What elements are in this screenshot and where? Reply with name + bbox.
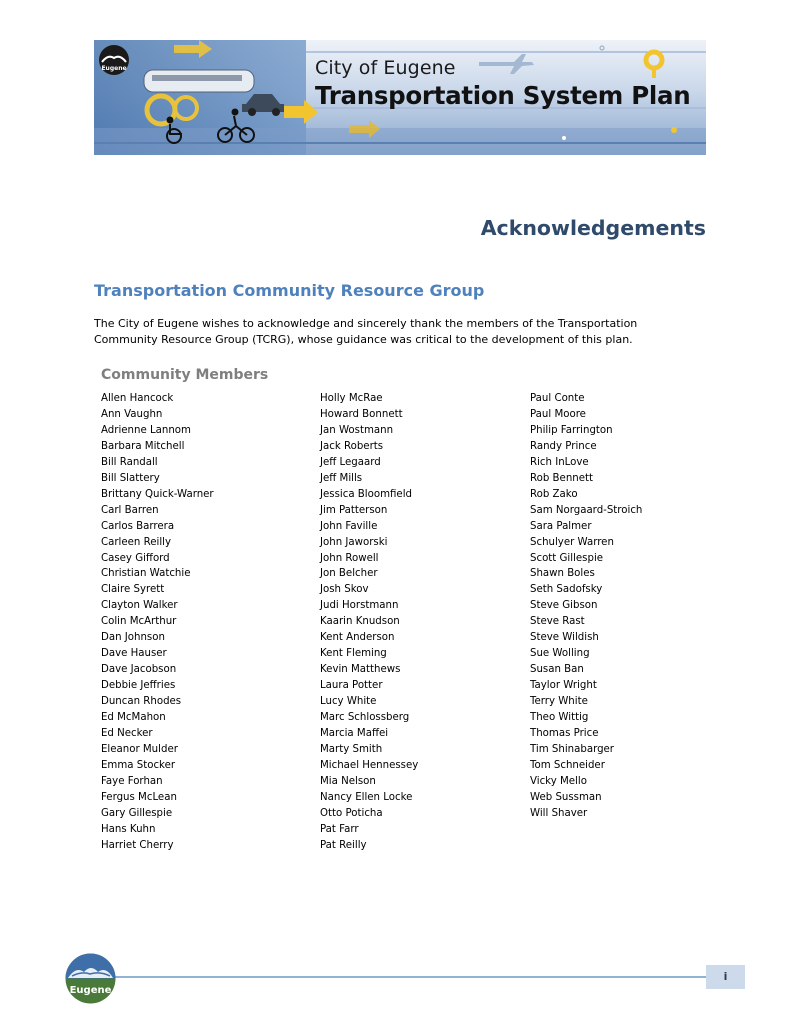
member-name: Dan Johnson [101, 632, 165, 644]
member-name: Adrienne Lannom [101, 424, 191, 436]
member-name: Carleen Reilly [101, 536, 172, 548]
member-name: Rob Bennett [530, 472, 593, 484]
member-name: Scott Gillespie [530, 552, 604, 564]
member-name: Claire Syrett [101, 584, 165, 596]
member-name: Sara Palmer [530, 520, 592, 532]
member-name: Otto Poticha [320, 807, 383, 819]
footer-logo-text: Eugene [69, 985, 112, 996]
member-name: Michael Hennessey [320, 759, 419, 771]
member-name: Ed McMahon [101, 712, 166, 724]
member-name: Sam Norgaard-Stroich [530, 504, 643, 516]
member-name: Judi Horstmann [320, 600, 399, 612]
member-name: Colin McArthur [101, 616, 177, 628]
section-heading: Transportation Community Resource Group [94, 281, 485, 300]
member-name: Ed Necker [101, 728, 153, 740]
member-name: Bill Randall [101, 456, 158, 468]
member-name: Philip Farrington [530, 424, 613, 436]
member-name: Steve Wildish [530, 632, 599, 644]
member-name: Theo Wittig [530, 712, 589, 724]
member-name: Duncan Rhodes [101, 696, 182, 708]
member-name: Kent Anderson [320, 632, 395, 644]
member-name: Tom Schneider [530, 759, 605, 771]
member-name: Hans Kuhn [101, 823, 156, 835]
member-name: Laura Potter [320, 680, 383, 692]
member-name: Shawn Boles [530, 568, 595, 580]
member-name: Dave Jacobson [101, 664, 177, 676]
member-name: Debbie Jeffries [101, 680, 176, 692]
members-column-2 [320, 391, 418, 854]
member-name: Tim Shinabarger [530, 743, 614, 755]
member-name: Thomas Price [530, 728, 599, 740]
member-name: Marty Smith [320, 743, 383, 755]
banner-logo-text: Eugene [101, 65, 127, 72]
intro-paragraph: The City of Eugene wishes to acknowledge and sincerely thank the members of the Transportation Community Resource Group (TCRG), whose guidance was critical to the development of this plan. [94, 317, 638, 346]
member-name: Casey Gifford [101, 552, 170, 564]
member-name: Holly McRae [320, 393, 383, 404]
member-name: Susan Ban [530, 664, 584, 676]
member-name: Pat Reilly [320, 839, 367, 851]
header-banner [94, 40, 706, 155]
member-name: Sue Wolling [530, 648, 590, 660]
member-name: Jan Wostmann [320, 424, 394, 436]
member-name: Steve Gibson [530, 600, 598, 612]
member-name: Jeff Legaard [320, 456, 381, 468]
member-name: Terry White [530, 696, 588, 708]
member-name: Kent Fleming [320, 648, 387, 660]
member-name: Jessica Bloomfield [320, 488, 412, 500]
member-name: Steve Rast [530, 616, 585, 628]
page-title: Acknowledgements [480, 216, 706, 240]
member-name: Faye Forhan [101, 775, 163, 787]
members-heading: Community Members [101, 367, 269, 383]
member-name: Mia Nelson [320, 775, 376, 787]
member-name: Kevin Matthews [320, 664, 401, 676]
member-name: Rob Zako [530, 488, 578, 500]
member-name: Jeff Mills [320, 472, 363, 484]
member-name: Allen Hancock [101, 393, 174, 404]
member-name: Ann Vaughn [101, 408, 163, 420]
members-column-1 [101, 391, 214, 854]
member-name: Seth Sadofsky [530, 584, 603, 596]
member-name: Eleanor Mulder [101, 743, 178, 755]
member-name: Fergus McLean [101, 791, 177, 803]
eugene-logo-icon [64, 952, 117, 1005]
member-name: Gary Gillespie [101, 807, 173, 819]
member-name: John Rowell [320, 552, 379, 564]
footer-rule [105, 976, 706, 978]
member-name: Jack Roberts [320, 440, 384, 452]
member-name: Randy Prince [530, 440, 597, 452]
member-name: Kaarin Knudson [320, 616, 400, 628]
members-column-3 [530, 391, 642, 822]
member-name: Paul Moore [530, 408, 586, 420]
member-name: Taylor Wright [530, 680, 597, 692]
member-name: Jim Patterson [320, 504, 388, 516]
member-name: Barbara Mitchell [101, 440, 185, 452]
member-name: John Jaworski [320, 536, 388, 548]
member-name: Dave Hauser [101, 648, 167, 660]
member-name: Josh Skov [320, 584, 369, 596]
member-name: Vicky Mello [530, 775, 587, 787]
member-name: Web Sussman [530, 791, 602, 803]
member-name: Nancy Ellen Locke [320, 791, 413, 803]
member-name: Lucy White [320, 696, 377, 708]
member-name: Brittany Quick-Warner [101, 488, 214, 500]
member-name: Marcia Maffei [320, 728, 389, 740]
member-name: Carlos Barrera [101, 520, 175, 532]
member-name: Paul Conte [530, 393, 585, 404]
member-name: Will Shaver [530, 807, 588, 819]
member-name: Marc Schlossberg [320, 712, 410, 724]
member-name: Pat Farr [320, 823, 359, 835]
member-name: Emma Stocker [101, 759, 176, 771]
banner-city-title: City of Eugene [315, 57, 456, 79]
member-name: Carl Barren [101, 504, 159, 516]
member-name: John Faville [320, 520, 378, 532]
member-name: Jon Belcher [320, 568, 378, 580]
banner-plan-title: Transportation System Plan [315, 81, 691, 110]
page-number: i [706, 965, 745, 989]
member-name: Howard Bonnett [320, 408, 403, 420]
member-name: Bill Slattery [101, 472, 160, 484]
member-name: Rich InLove [530, 456, 589, 468]
member-name: Schulyer Warren [530, 536, 614, 548]
member-name: Christian Watchie [101, 568, 191, 580]
member-name: Clayton Walker [101, 600, 178, 612]
member-name: Harriet Cherry [101, 839, 174, 851]
